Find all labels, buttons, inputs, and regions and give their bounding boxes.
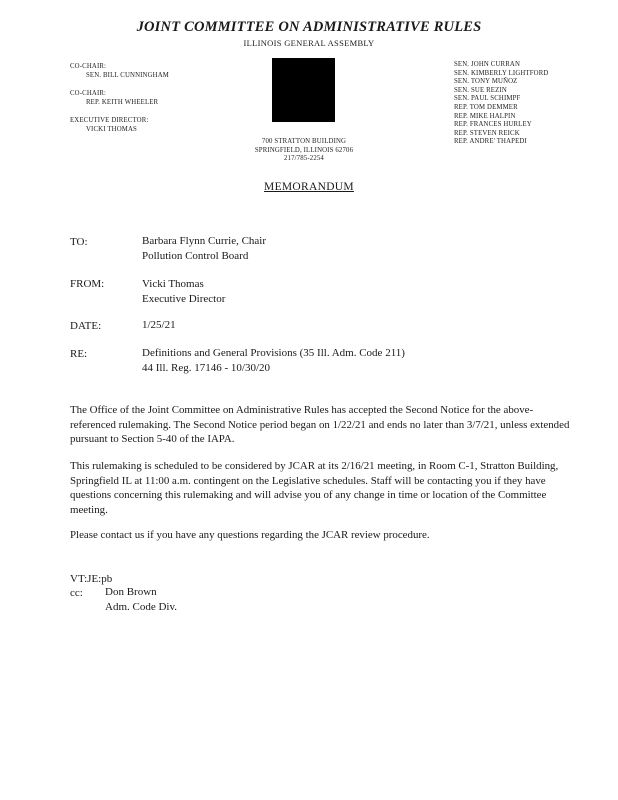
members-list — [454, 61, 548, 147]
re-line-1: Definitions and General Provisions (35 Ill. Adm. Code 211) — [142, 347, 405, 359]
member-item: REP. ANDRE' THAPEDI — [454, 138, 527, 146]
director-name: VICKI THOMAS — [86, 125, 137, 133]
date-label: DATE: — [70, 320, 102, 332]
from-value — [142, 277, 225, 307]
director-label: EXECUTIVE DIRECTOR: — [70, 117, 149, 125]
from-label: FROM: — [70, 278, 105, 290]
memorandum-heading — [0, 181, 618, 193]
date-value: 1/25/21 — [142, 319, 176, 331]
body-paragraph-1: The Office of the Joint Committee on Administrative Rules has accepted the Second Notice for the above-referenced rulemaking. The Second Notice period began on 1/22/21 and ends no later than 3/7/21, unless extended pursuant to Section 5-40 of the IAPA. — [70, 404, 570, 446]
address-line-2: SPRINGFIELD, ILLINOIS 62706 — [254, 146, 354, 154]
member-item: REP. MIKE HALPIN — [454, 112, 516, 120]
member-item: SEN. SUE REZIN — [454, 86, 507, 94]
member-item: REP. FRANCES HURLEY — [454, 121, 532, 129]
to-label: TO: — [70, 236, 88, 248]
cc-item: Don Brown — [105, 586, 157, 598]
seal-redacted-box — [272, 58, 335, 122]
memorandum-heading-text: MEMORANDUM — [264, 181, 354, 193]
member-item: SEN. PAUL SCHIMPF — [454, 95, 521, 103]
officers-block — [70, 63, 169, 135]
re-line-2: 44 Ill. Reg. 17146 - 10/30/20 — [142, 362, 271, 374]
member-item: REP. TOM DEMMER — [454, 103, 518, 111]
committee-address — [240, 138, 368, 164]
cochair1-name: SEN. BILL CUNNINGHAM — [86, 71, 169, 79]
member-item: SEN. KIMBERLY LIGHTFORD — [454, 69, 549, 77]
initials: VT:JE:pb — [70, 573, 113, 585]
from-line-1: Vicki Thomas — [142, 278, 204, 290]
cc-item: Adm. Code Div. — [105, 601, 178, 613]
member-item: REP. STEVEN REICK — [454, 129, 520, 137]
cochair2-name: REP. KEITH WHEELER — [86, 98, 159, 106]
cochair2-label: CO-CHAIR: — [70, 90, 107, 98]
to-line-2: Pollution Control Board — [142, 250, 249, 262]
cc-list — [105, 585, 177, 615]
to-value — [142, 234, 266, 264]
member-item: SEN. JOHN CURRAN — [454, 61, 521, 68]
to-line-1: Barbara Flynn Currie, Chair — [142, 235, 267, 247]
cochair1-label: CO-CHAIR: — [70, 63, 107, 70]
address-line-1: 700 STRATTON BUILDING — [261, 138, 347, 145]
from-line-2: Executive Director — [142, 293, 226, 305]
body-paragraph-2: This rulemaking is scheduled to be considered by JCAR at its 2/16/21 meeting, in Room C-1, Stratton Building, Springfield IL at 11:00 a.m. contingent on the Legislative schedules. Staff will be contacting you if they have questions concerning this rulemaking and will advise you of any change in time or location of the Committee meeting. — [70, 460, 559, 516]
re-value — [142, 346, 405, 376]
member-item: SEN. TONY MUÑOZ — [454, 78, 518, 86]
assembly-subtitle: ILLINOIS GENERAL ASSEMBLY — [243, 38, 375, 48]
cc-label: cc: — [70, 587, 83, 599]
address-line-3: 217/785-2254 — [284, 155, 324, 163]
body-paragraph-3: Please contact us if you have any questions regarding the JCAR review procedure. — [70, 529, 430, 541]
committee-title: JOINT COMMITTEE ON ADMINISTRATIVE RULES — [136, 19, 482, 35]
re-label: RE: — [70, 348, 88, 360]
